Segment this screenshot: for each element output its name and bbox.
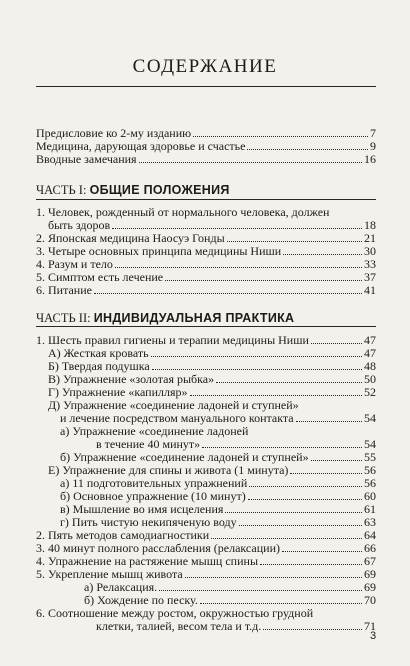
toc-entry: в) Мышление во имя исцеления 61 xyxy=(60,502,376,516)
toc-entry: 3. Четыре основных принципа медицины Ниши 30 xyxy=(36,244,376,258)
toc-entry: быть здоров 18 xyxy=(48,218,376,232)
toc-line: Д) Упражнение «соединение ладоней и ступней» xyxy=(48,398,299,412)
toc-line: 6. Соотношение между ростом, окружностью грудной xyxy=(36,606,314,620)
part-1-heading: ЧАСТЬ I: ОБЩИЕ ПОЛОЖЕНИЯ xyxy=(36,183,230,197)
toc-entry: в течение 40 минут» 54 xyxy=(96,437,376,451)
toc-entry: 4. Разум и тело 33 xyxy=(36,257,376,271)
part-2-heading: ЧАСТЬ II: ИНДИВИДУАЛЬНАЯ ПРАКТИКА xyxy=(36,311,295,325)
toc-entry: А) Жесткая кровать 47 xyxy=(48,346,376,360)
toc-entry: 2. Пять методов самодиагностики 64 xyxy=(36,528,376,542)
toc-entry: В) Упражнение «золотая рыбка» 50 xyxy=(48,372,376,386)
toc-entry: клетки, талией, весом тела и т.д. 71 xyxy=(96,619,376,633)
part-1-divider xyxy=(36,199,376,200)
toc-entry: 1. Шесть правил гигиены и терапии медицины Ниши 47 xyxy=(36,333,376,347)
part-2-divider xyxy=(36,326,376,327)
toc-line: а) Упражнение «соединение ладоней xyxy=(60,424,249,438)
toc-entry: 3. 40 минут полного расслабления (релаксации) 66 xyxy=(36,541,376,555)
toc-line: 1. Человек, рожденный от нормального человека, должен xyxy=(36,205,330,219)
page-title: СОДЕРЖАНИЕ xyxy=(132,56,278,77)
toc-entry: 2. Японская медицина Наосуэ Гонды 21 xyxy=(36,231,376,245)
toc-entry: а) 11 подготовительных упражнений 56 xyxy=(60,476,376,490)
toc-entry: и лечение посредством мануального контакта 54 xyxy=(60,411,376,425)
toc-entry: 5. Укрепление мышц живота 69 xyxy=(36,567,376,581)
toc-entry: Медицина, дарующая здоровье и счастье 9 xyxy=(36,139,376,153)
toc-entry: б) Основное упражнение (10 минут) 60 xyxy=(60,489,376,503)
toc-entry: а) Релаксация. 69 xyxy=(84,580,376,594)
toc-entry: 5. Симптом есть лечение 37 xyxy=(36,270,376,284)
toc-entry: Г) Упражнение «капилляр» 52 xyxy=(48,385,376,399)
toc-entry: Предисловие ко 2-му изданию 7 xyxy=(36,126,376,140)
title-divider xyxy=(36,86,376,87)
toc-entry: б) Хождение по песку. 70 xyxy=(84,593,376,607)
toc-entry: 6. Питание 41 xyxy=(36,283,376,297)
toc-entry: г) Пить чистую некипяченую воду 63 xyxy=(60,515,376,529)
toc-entry: 4. Упражнение на растяжение мышц спины 67 xyxy=(36,554,376,568)
toc-entry: Е) Упражнение для спины и живота (1 минута) 56 xyxy=(48,463,376,477)
page-number: 3 xyxy=(370,630,377,642)
toc-entry: б) Упражнение «соединение ладоней и ступней» 55 xyxy=(60,450,376,464)
toc-entry: Б) Твердая подушка 48 xyxy=(48,359,376,373)
toc-entry: Вводные замечания 16 xyxy=(36,152,376,166)
